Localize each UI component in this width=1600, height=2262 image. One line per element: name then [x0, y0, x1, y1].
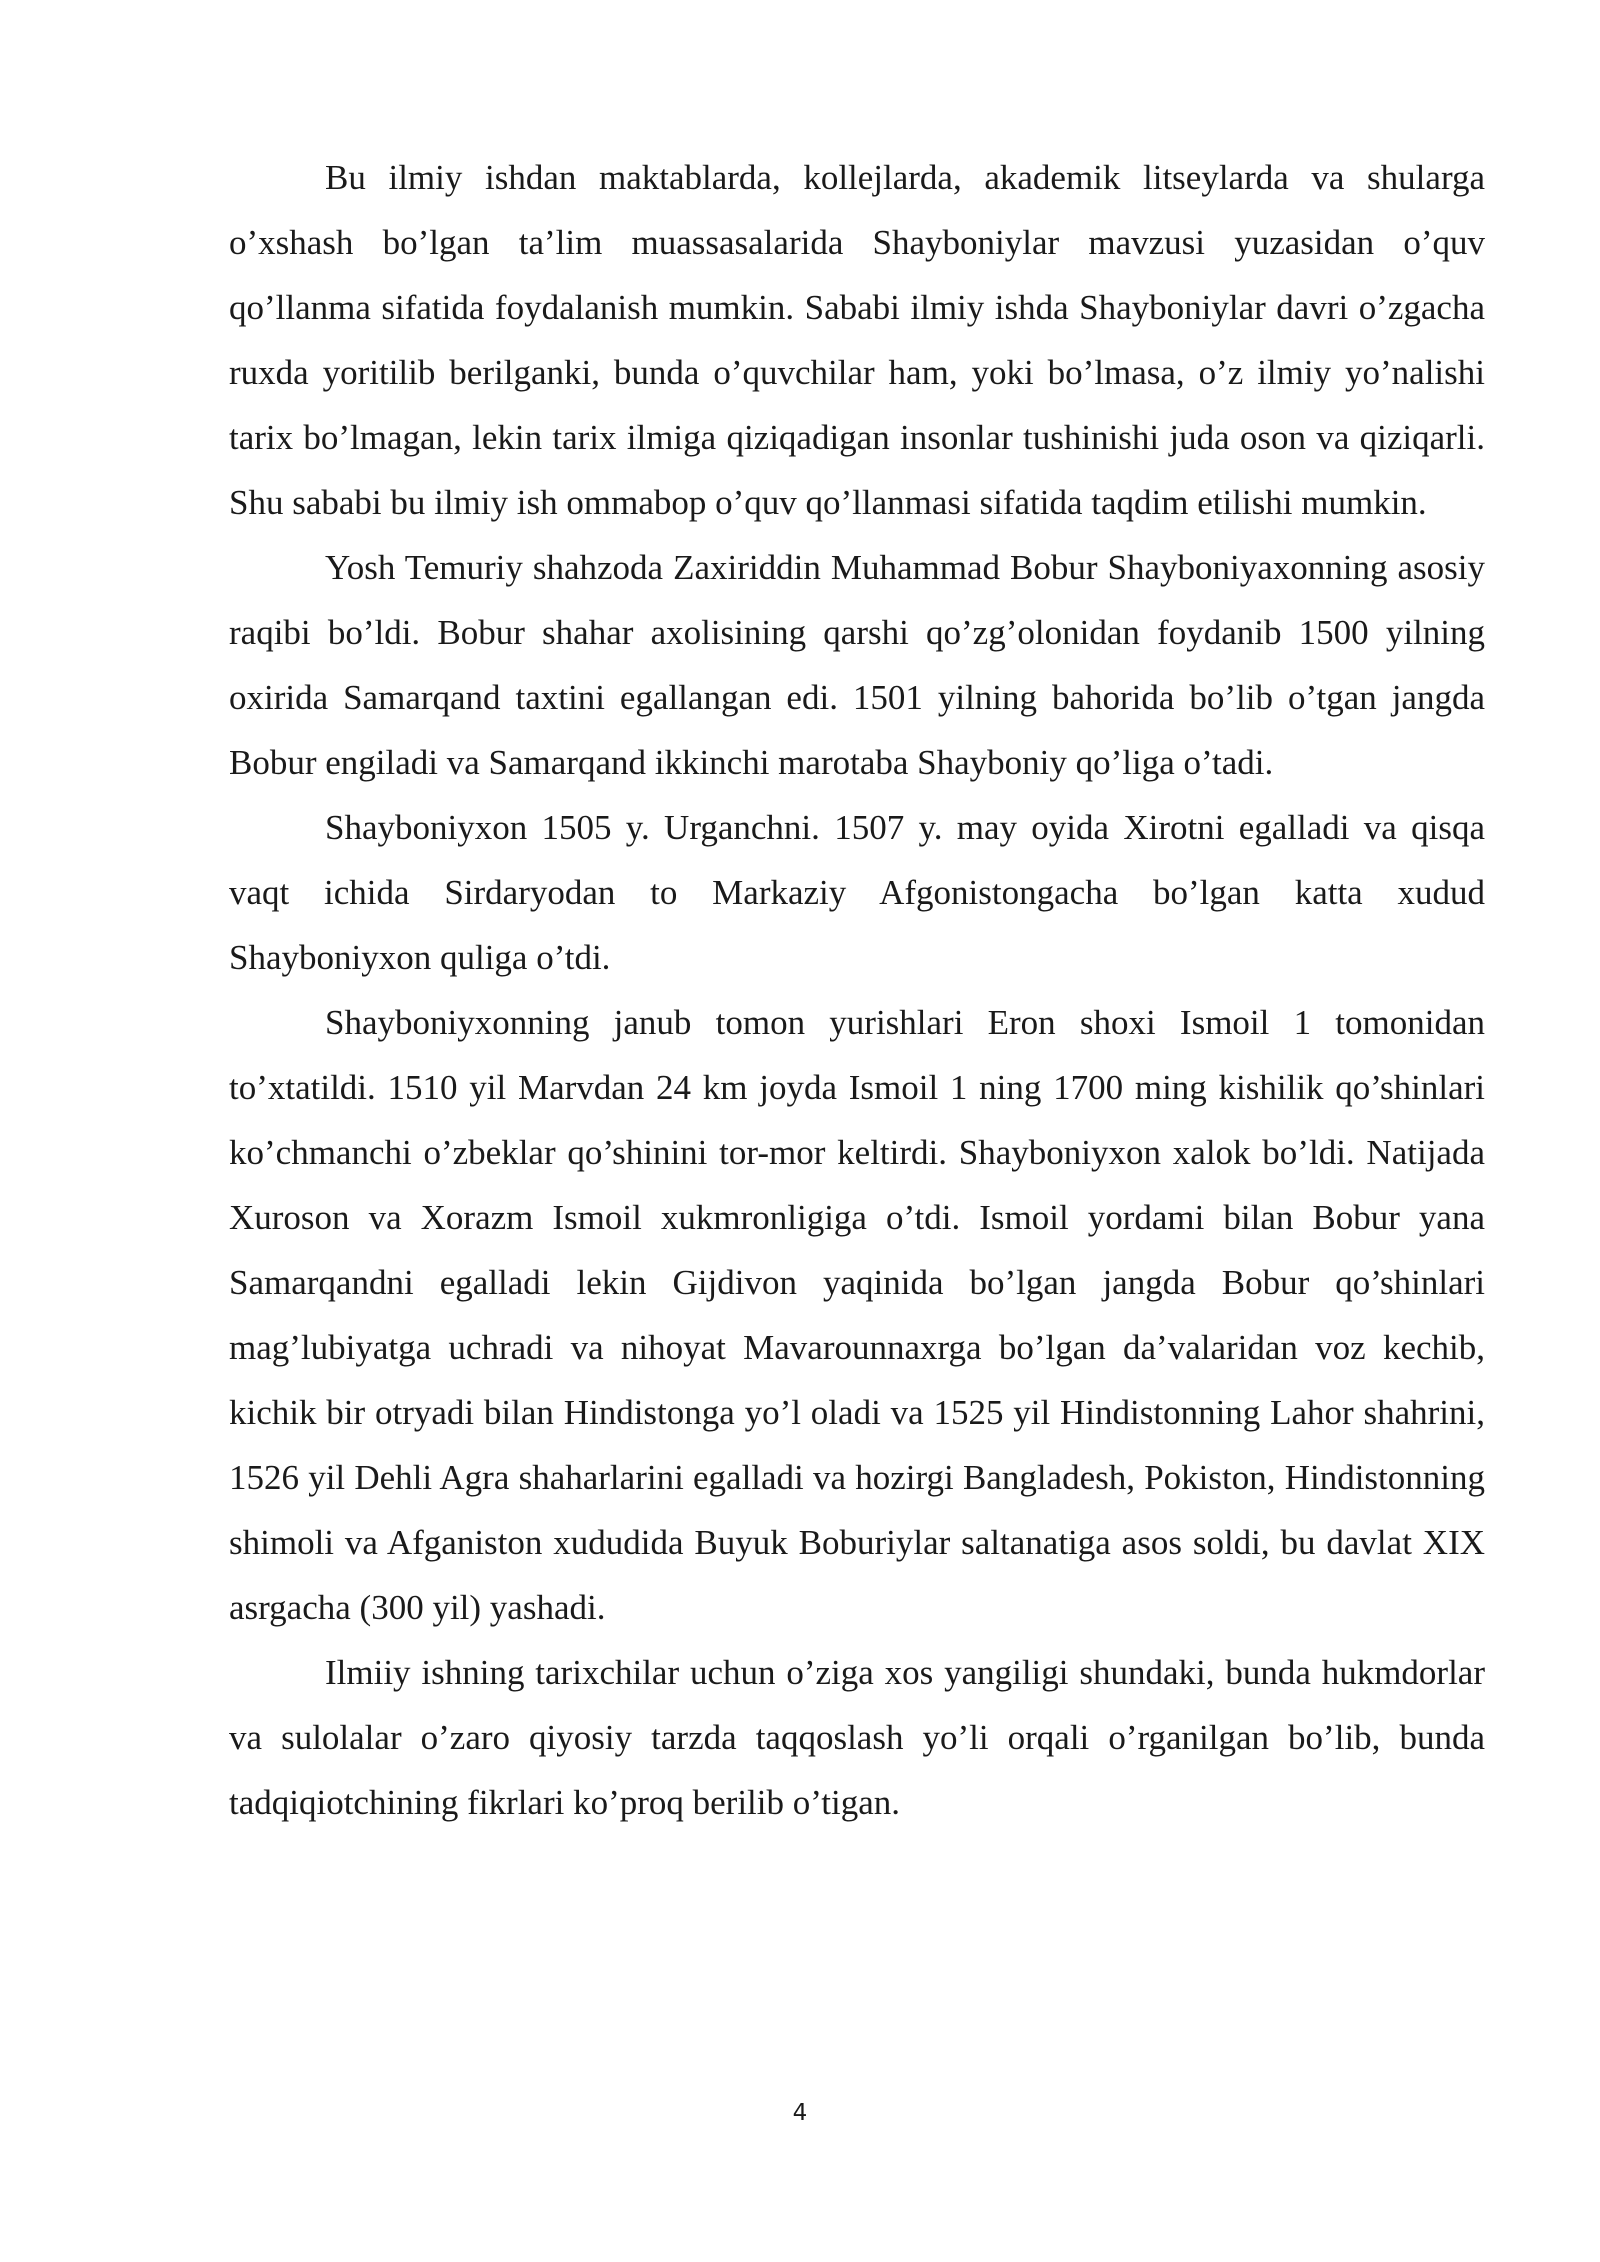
paragraph: Yosh Temuriy shahzoda Zaxiriddin Muhammad Bobur Shayboniyaxonning asosiy raqibi bo’ldi. Bobur shahar axolisining qarshi qo’zg’olonidan foydanib 1500 yilning oxirida Samarqand taxtini egallangan edi. 1501 yilning bahorida bo’lib o’tgan jangda Bobur engiladi va Samarqand ikkinchi marotaba Shayboniy qo’liga o’tadi.	[229, 548, 1485, 782]
paragraph: Shayboniyxon 1505 y. Urganchni. 1507 y. may oyida Xirotni egalladi va qisqa vaqt ichida Sirdaryodan to Markaziy Afgonistongacha bo’lgan katta xudud Shayboniyxon quliga o’tdi.	[229, 808, 1485, 977]
body-text	[229, 145, 1485, 1835]
page-number: 4	[792, 2100, 808, 2126]
paragraph: Bu ilmiy ishdan maktablarda, kollejlarda, akademik litseylarda va shularga o’xshash bo’lgan ta’lim muassasalarida Shayboniylar mavzusi yuzasidan o’quv qo’llanma sifatida foydalanish mumkin. Sababi ilmiy ishda Shayboniylar davri o’zgacha ruxda yoritilib berilganki, bunda o’quvchilar ham, yoki bo’lmasa, o’z ilmiy yo’nalishi tarix bo’lmagan, lekin tarix ilmiga qiziqadigan insonlar tushinishi juda oson va qiziqarli. Shu sababi bu ilmiy ish ommabop o’quv qo’llanmasi sifatida taqdim etilishi mumkin.	[229, 158, 1485, 522]
paragraph: Ilmiiy ishning tarixchilar uchun o’ziga xos yangiligi shundaki, bunda hukmdorlar va sulolalar o’zaro qiyosiy tarzda taqqoslash yo’li orqali o’rganilgan bo’lib, bunda tadqiqiotchining fikrlari ko’proq berilib o’tigan.	[229, 1653, 1485, 1822]
paragraph: Shayboniyxonning janub tomon yurishlari Eron shoxi Ismoil 1 tomonidan to’xtatildi. 1510 yil Marvdan 24 km joyda Ismoil 1 ning 1700 ming kishilik qo’shinlari ko’chmanchi o’zbeklar qo’shinini tor-mor keltirdi. Shayboniyxon xalok bo’ldi. Natijada Xuroson va Xorazm Ismoil xukmronligiga o’tdi. Ismoil yordami bilan Bobur yana Samarqandni egalladi lekin Gijdivon yaqinida bo’lgan jangda Bobur qo’shinlari mag’lubiyatga uchradi va nihoyat Mavarounnaxrga bo’lgan da’valaridan voz kechib, kichik bir otryadi bilan Hindistonga yo’l oladi va 1525 yil Hindistonning Lahor shahrini, 1526 yil Dehli Agra shaharlarini egalladi va hozirgi Bangladesh, Pokiston, Hindistonning shimoli va Afganiston xududida Buyuk Boburiylar saltanatiga asos soldi, bu davlat XIX asrgacha (300 yil) yashadi.	[229, 1003, 1485, 1627]
